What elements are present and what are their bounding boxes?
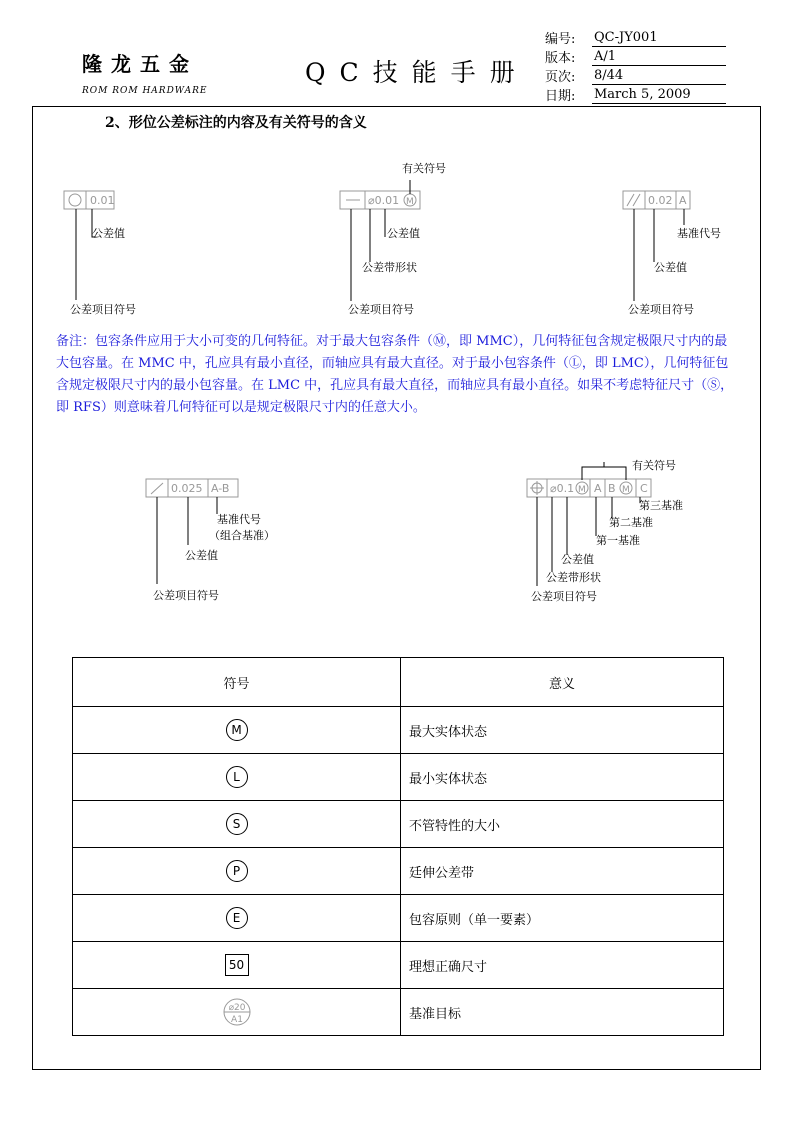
- lmc-symbol-icon: L: [226, 766, 248, 788]
- table-row: [73, 895, 724, 942]
- header-symbol: 符号: [73, 658, 401, 707]
- section-title: 2、形位公差标注的内容及有关符号的含义: [105, 115, 367, 131]
- meta-label: 版本:: [545, 51, 576, 66]
- d5-label-second: 第二基准: [609, 516, 653, 529]
- meta-value: QC-JY001: [592, 29, 726, 47]
- table-row: [73, 754, 724, 801]
- runout-icon: [151, 483, 163, 494]
- d2-label-shape: 公差带形状: [362, 261, 417, 274]
- d4-label-datum: 基准代号: [217, 513, 261, 526]
- company-name: 隆龙五金: [82, 52, 198, 76]
- d2-modifier: M: [406, 197, 414, 207]
- datum-target-symbol-icon: [222, 997, 252, 1027]
- d5-mod2: M: [622, 485, 630, 495]
- d4-label-datum-sub: （组合基准）: [209, 529, 275, 542]
- symbol-table: [72, 657, 724, 1036]
- mmc-symbol-icon: M: [226, 719, 248, 741]
- basic-dimension-symbol-icon: 50: [225, 954, 249, 976]
- meta-value: A/1: [592, 48, 726, 66]
- table-header-row: [73, 658, 724, 707]
- envelope-symbol-icon: E: [226, 907, 248, 929]
- d3-label-value: 公差值: [654, 261, 687, 274]
- d5-label-value: 公差值: [561, 553, 594, 566]
- datum-target-top: ⌀20: [228, 1003, 245, 1013]
- d4-value: 0.025: [171, 482, 203, 495]
- d3-value: 0.02: [648, 194, 673, 207]
- row-meaning: 包容原则（单一要素）: [401, 895, 724, 942]
- meta-label: 编号:: [545, 32, 576, 47]
- rfs-symbol-icon: S: [226, 813, 248, 835]
- d4-datum: A-B: [211, 482, 230, 495]
- header-meaning: 意义: [401, 658, 724, 707]
- d5-label-third: 第三基准: [639, 499, 683, 512]
- d1-label-item: 公差项目符号: [70, 303, 136, 316]
- d1-label-value: 公差值: [92, 227, 125, 240]
- table-row: [73, 942, 724, 989]
- d2-label-related: 有关符号: [402, 162, 446, 175]
- meta-value: March 5, 2009: [592, 86, 726, 104]
- company-name-en: ROM ROM HARDWARE: [82, 86, 208, 96]
- d2-value: ⌀0.01: [368, 194, 400, 207]
- d1-value: 0.01: [90, 194, 115, 207]
- manual-title: QC技能手册: [305, 58, 529, 87]
- d4-label-value: 公差值: [185, 549, 218, 562]
- parallelism-icon: [627, 194, 634, 206]
- row-meaning: 不管特性的大小: [401, 801, 724, 848]
- row-meaning: 理想正确尺寸: [401, 942, 724, 989]
- d3-label-datum: 基准代号: [677, 227, 721, 240]
- table-row: [73, 848, 724, 895]
- table-row: [73, 707, 724, 754]
- row-meaning: 最大实体状态: [401, 707, 724, 754]
- d5-label-item: 公差项目符号: [531, 590, 597, 603]
- table-row: [73, 989, 724, 1036]
- d5-datum-b: B: [608, 482, 616, 495]
- d5-mod1: M: [578, 485, 586, 495]
- datum-target-bottom: A1: [230, 1015, 243, 1025]
- note-paragraph: 备注：包容条件应用于大小可变的几何特征。对于最大包容条件（Ⓜ，即 MMC），几何特征包含规定极限尺寸内的最大包容量。在 MMC 中，孔应具有最小直径，而轴应具有最大直径。对于最小包容条件（Ⓛ，即 LMC），几何特征包含规定极限尺寸内的最小包容量。在 LMC 中，孔应具有最大直径，而轴应具有最小直径。如果不考虑特征尺寸（Ⓢ，即 RFS）则意味着几何特征可以是规定极限尺寸内的任意大小。: [56, 334, 734, 415]
- projected-zone-symbol-icon: P: [226, 860, 248, 882]
- d5-label-related: 有关符号: [632, 459, 676, 472]
- meta-value: 8/44: [592, 67, 726, 85]
- d3-datum: A: [679, 194, 687, 207]
- meta-label: 日期:: [545, 89, 576, 104]
- d4-label-item: 公差项目符号: [153, 589, 219, 602]
- d5-label-first: 第一基准: [596, 534, 640, 547]
- d5-value: ⌀0.1: [550, 482, 575, 495]
- d5-datum-c: C: [640, 482, 648, 495]
- row-meaning: 基准目标: [401, 989, 724, 1036]
- circularity-icon: [69, 194, 81, 206]
- d2-label-value: 公差值: [387, 227, 420, 240]
- table-row: [73, 801, 724, 848]
- meta-label: 页次:: [545, 70, 576, 85]
- d5-datum-a: A: [594, 482, 602, 495]
- d5-label-shape: 公差带形状: [546, 571, 601, 584]
- row-meaning: 廷伸公差带: [401, 848, 724, 895]
- row-meaning: 最小实体状态: [401, 754, 724, 801]
- d3-label-item: 公差项目符号: [628, 303, 694, 316]
- d2-label-item: 公差项目符号: [348, 303, 414, 316]
